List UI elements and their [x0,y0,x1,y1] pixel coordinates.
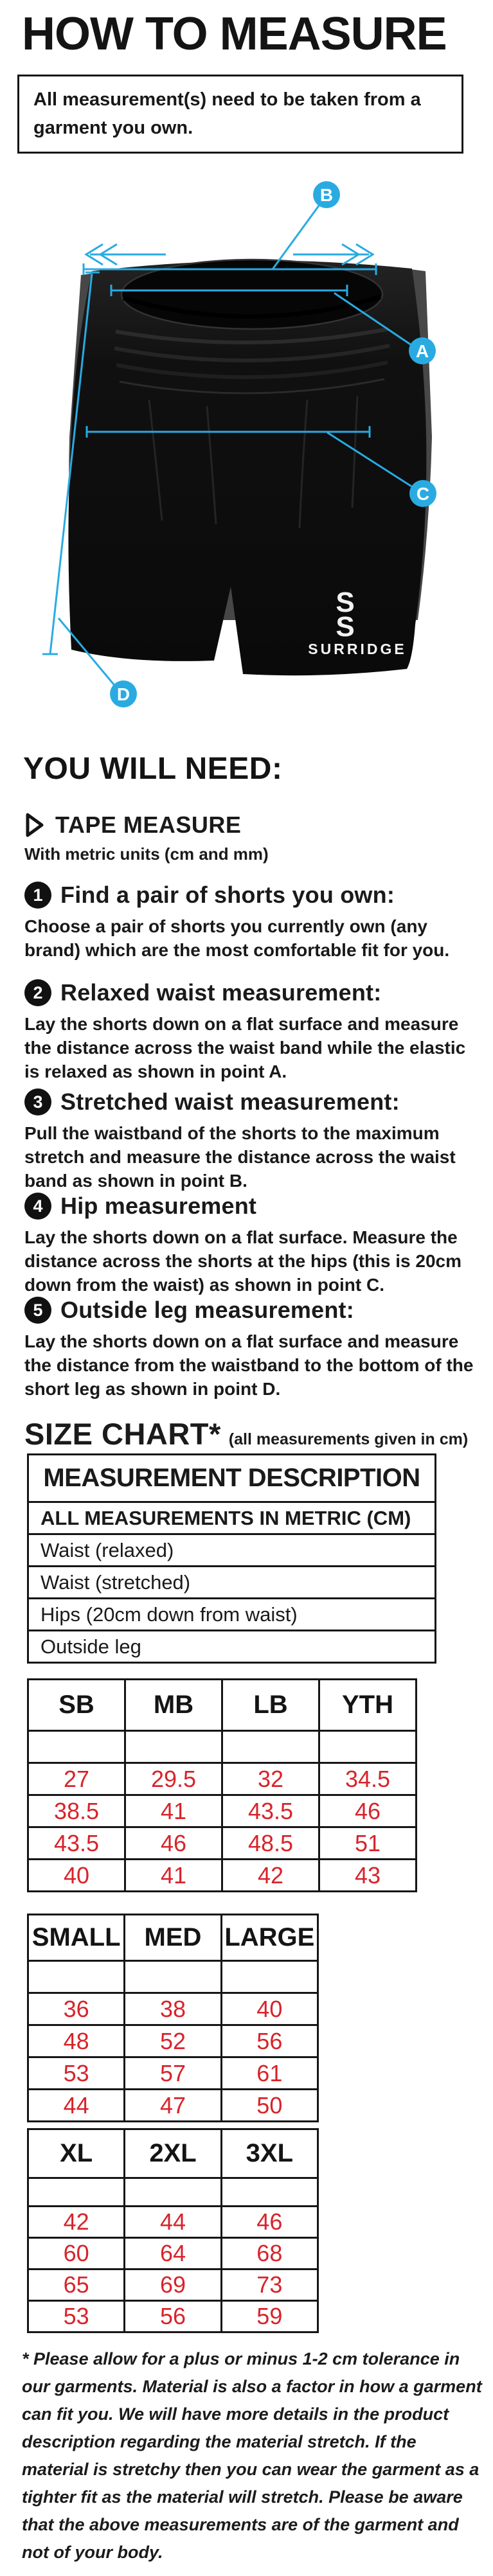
logo-monogram-bottom: S [336,611,355,643]
logo-monogram-top: S [336,587,355,618]
size-column-header: SMALL [28,1915,125,1961]
table-row [28,1915,318,1961]
desc-row-waist-stretched: Waist (stretched) [28,1567,436,1599]
table-row [28,2178,318,2207]
step-5-number-badge: 5 [24,1297,51,1324]
table-row [28,1502,436,1534]
size-value-cell: 41 [125,1795,222,1827]
leader-b [273,203,321,269]
table-row [28,1961,318,1993]
step-1-number-badge: 1 [24,882,51,909]
table-row [28,1680,417,1731]
size-column-header: XL [28,2129,125,2178]
size-value-cell: 48 [28,2025,125,2057]
table-row [28,1567,436,1599]
step-2-number-badge: 2 [24,979,51,1006]
size-value-cell: 41 [125,1860,222,1892]
size-column-header: YTH [319,1680,417,1731]
size-value-cell: 44 [125,2207,221,2238]
empty-cell [28,1961,125,1993]
note-box [17,75,463,154]
badge-c-label: C [416,484,430,504]
size-column-header: 3XL [221,2129,318,2178]
size-value-cell: 69 [125,2270,221,2301]
size-value-cell: 57 [125,2057,221,2090]
size-value-cell: 43.5 [28,1827,125,1860]
table-row [28,2207,318,2238]
table-row [28,1455,436,1502]
table-row [28,1731,417,1763]
empty-cell [28,2178,125,2207]
size-value-cell: 29.5 [125,1763,222,1795]
step-5-heading [24,1297,474,1324]
size-value-cell: 65 [28,2270,125,2301]
measurement-description-table [27,1453,436,1664]
size-chart-subtitle: (all measurements given in cm) [228,1430,469,1448]
step-1 [24,882,474,962]
size-table-small-med-large [27,1914,319,2122]
tape-measure-label: TAPE MEASURE [55,812,242,838]
size-value-cell: 59 [221,2301,318,2332]
size-value-cell: 53 [28,2301,125,2332]
tape-measure-detail: With metric units (cm and mm) [24,844,269,864]
desc-table-header: MEASUREMENT DESCRIPTION [28,1455,436,1502]
size-value-cell: 46 [125,1827,222,1860]
desc-row-outside-leg: Outside leg [28,1631,436,1663]
size-value-cell: 64 [125,2238,221,2270]
badge-d-label: D [116,684,130,704]
empty-cell [125,2178,221,2207]
size-value-cell: 73 [221,2270,318,2301]
size-value-cell: 50 [221,2090,318,2122]
size-table-xl-2xl-3xl [27,2128,319,2333]
table-row [28,1993,318,2025]
empty-cell [319,1731,417,1763]
size-value-cell: 60 [28,2238,125,2270]
table-row [28,2090,318,2122]
size-value-cell: 68 [221,2238,318,2270]
step-3 [24,1088,474,1193]
step-1-heading [24,882,474,909]
tape-measure-icon [24,812,45,838]
note-text: All measurement(s) need to be taken from a garment you own. [33,89,421,138]
size-value-cell: 42 [28,2207,125,2238]
empty-cell [222,1731,319,1763]
step-4-heading [24,1193,474,1220]
table-row [28,2301,318,2332]
step-5 [24,1297,474,1401]
size-value-cell: 43 [319,1860,417,1892]
step-5-title: Outside leg measurement: [60,1297,354,1323]
size-value-cell: 61 [221,2057,318,2090]
empty-cell [221,2178,318,2207]
size-value-cell: 46 [221,2207,318,2238]
size-value-cell: 52 [125,2025,221,2057]
size-value-cell: 40 [28,1860,125,1892]
table-row [28,1827,417,1860]
step-3-title: Stretched waist measurement: [60,1088,400,1115]
size-value-cell: 53 [28,2057,125,2090]
size-chart-heading [24,1416,468,1452]
size-column-header: LARGE [221,1915,318,1961]
you-will-need-heading: YOU WILL NEED: [23,752,283,786]
page-title: HOW TO MEASURE [22,8,447,60]
size-value-cell: 47 [125,2090,221,2122]
empty-cell [221,1961,318,1993]
size-column-header: 2XL [125,2129,221,2178]
size-column-header: MED [125,1915,221,1961]
step-5-body: Lay the shorts down on a flat surface and measure the distance from the waistband to the bottom of the short leg as shown in point D. [24,1331,474,1399]
step-3-number-badge: 3 [24,1088,51,1115]
step-4 [24,1193,474,1297]
table-row [28,2129,318,2178]
badge-a-label: A [415,341,429,361]
size-value-cell: 38.5 [28,1795,125,1827]
size-value-cell: 38 [125,1993,221,2025]
step-4-body: Lay the shorts down on a flat surface. Measure the distance across the shorts at the hips (this is 20cm down from the waist) as shown in point C. [24,1227,462,1295]
table-row [28,2270,318,2301]
table-row [28,1599,436,1631]
empty-cell [28,1731,125,1763]
table-row [28,1631,436,1663]
tolerance-footnote: * Please allow for a plus or minus 1-2 cm tolerance in our garments. Material is also a factor in how a garment can fit you. We will have more details in the product description regarding the material stretch. If the material is stretchy then you can wear the garment as a tighter fit as the material will stretch. Please be aware that the above measurements are of the garment and not of your body. [22,2349,482,2562]
brand-name: SURRIDGE [308,641,407,657]
shorts-measurement-diagram [0,161,493,745]
size-value-cell: 40 [221,1993,318,2025]
desc-table-subheader: ALL MEASUREMENTS IN METRIC (CM) [28,1502,436,1534]
table-row [28,2238,318,2270]
size-chart-title: SIZE CHART* [24,1417,221,1451]
empty-cell [125,1961,221,1993]
size-value-cell: 32 [222,1763,319,1795]
desc-row-waist-relaxed: Waist (relaxed) [28,1534,436,1567]
size-column-header: SB [28,1680,125,1731]
tape-measure-row [24,812,241,839]
step-2-title: Relaxed waist measurement: [60,979,382,1006]
size-value-cell: 27 [28,1763,125,1795]
table-row [28,1860,417,1892]
table-row [28,1534,436,1567]
step-1-body: Choose a pair of shorts you currently own (any brand) which are the most comfortable fit for you. [24,916,450,960]
size-value-cell: 36 [28,1993,125,2025]
table-row [28,2057,318,2090]
size-value-cell: 56 [125,2301,221,2332]
step-3-heading [24,1088,474,1115]
step-4-title: Hip measurement [60,1193,257,1219]
table-row [28,1795,417,1827]
size-value-cell: 43.5 [222,1795,319,1827]
size-value-cell: 34.5 [319,1763,417,1795]
size-value-cell: 48.5 [222,1827,319,1860]
table-row [28,1763,417,1795]
size-column-header: MB [125,1680,222,1731]
size-value-cell: 42 [222,1860,319,1892]
desc-row-hips: Hips (20cm down from waist) [28,1599,436,1631]
step-3-body: Pull the waistband of the shorts to the maximum stretch and measure the distance across the waist band as shown in point B. [24,1123,456,1191]
size-table-junior [27,1678,417,1892]
table-row [28,2025,318,2057]
size-column-header: LB [222,1680,319,1731]
size-value-cell: 44 [28,2090,125,2122]
size-value-cell: 56 [221,2025,318,2057]
step-2-body: Lay the shorts down on a flat surface and measure the distance across the waist band while the elastic is relaxed as shown in point A. [24,1014,466,1081]
step-4-number-badge: 4 [24,1193,51,1220]
size-value-cell: 51 [319,1827,417,1860]
step-2 [24,979,474,1083]
badge-b-label: B [319,185,334,205]
step-2-heading [24,979,474,1006]
empty-cell [125,1731,222,1763]
step-1-title: Find a pair of shorts you own: [60,882,395,908]
size-value-cell: 46 [319,1795,417,1827]
